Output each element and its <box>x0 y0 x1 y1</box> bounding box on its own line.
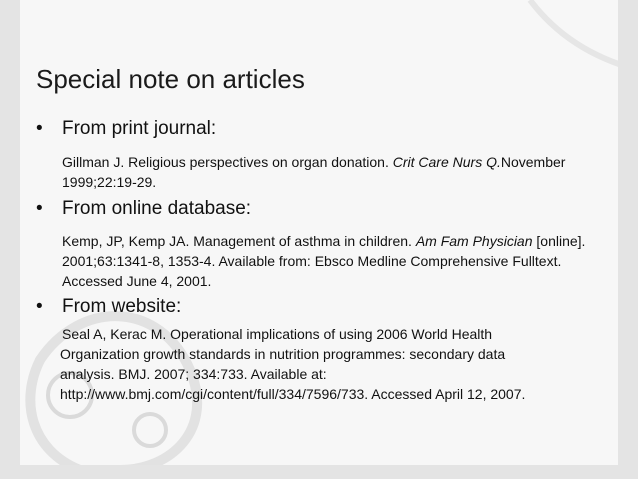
reference-text: November 1999;22:19-29. <box>62 154 566 190</box>
bullet-print-journal <box>36 118 216 140</box>
reference-line: Seal A, Kerac M. Operational implications of using 2006 World Health <box>62 326 493 342</box>
slide-title: Special note on articles <box>36 64 305 94</box>
bullet-heading: From online database: <box>62 198 252 219</box>
reference-online-database <box>62 231 610 291</box>
reference-url-line[interactable]: http://www.bmj.com/cgi/content/full/334/7596/733. Accessed April 12, 2007. <box>60 386 526 402</box>
reference-line: Organization growth standards in nutrition programmes: secondary data <box>60 346 506 362</box>
reference-line: analysis. BMJ. 2007; 334:733. Available at: <box>60 366 327 382</box>
reference-website <box>60 324 620 404</box>
journal-name: Crit Care Nurs Q. <box>392 154 501 170</box>
reference-text: [online]. 2001;63:1341-8, 1353-4. Available from: Ebsco Medline Comprehensive Fulltext. Accessed June 4, 2001. <box>62 233 586 289</box>
reference-text: Gillman J. Religious perspectives on organ donation. <box>62 154 393 170</box>
bullet-heading: From print journal: <box>62 118 217 139</box>
bullet-marker: • <box>36 198 43 219</box>
bullet-marker: • <box>36 296 43 317</box>
reference-text: Kemp, JP, Kemp JA. Management of asthma in children. <box>62 233 416 249</box>
journal-name: Am Fam Physician <box>415 233 533 249</box>
bullet-heading: From website: <box>62 296 182 317</box>
reference-print-journal <box>62 152 610 192</box>
bullet-marker: • <box>36 118 43 139</box>
bullet-website <box>36 296 181 318</box>
bullet-online-database <box>36 198 251 220</box>
